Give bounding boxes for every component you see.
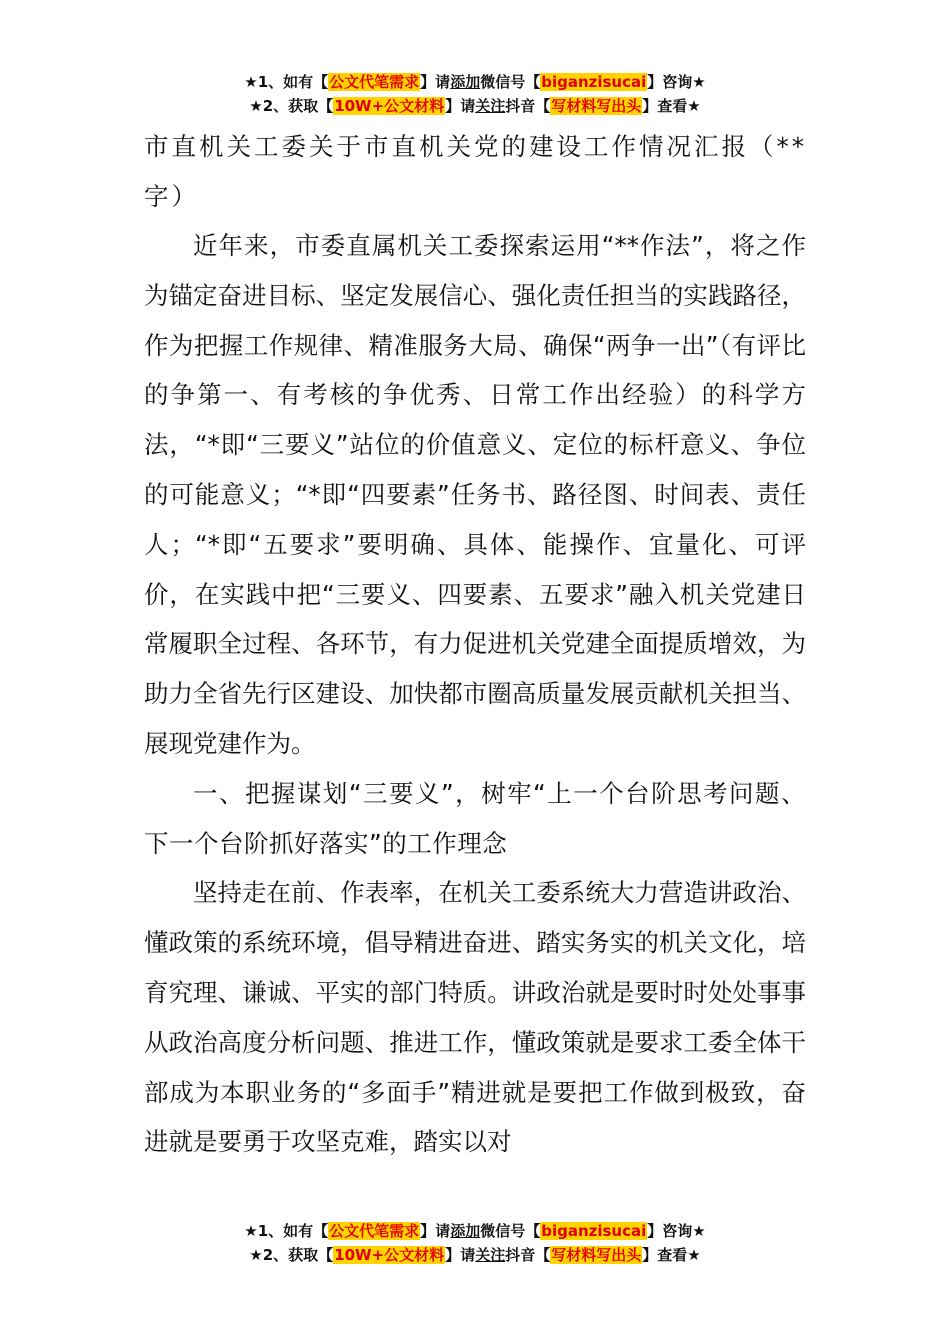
promo-text: 】查看★ xyxy=(642,97,701,115)
promo-text: ★1、如有【 xyxy=(244,73,329,91)
promo-highlight: biganzisucai xyxy=(541,1222,647,1240)
promo-text: 】请 xyxy=(420,73,451,91)
bottom-promo-banner xyxy=(0,1219,950,1267)
promo-highlight: 10W+公文材料 xyxy=(334,1246,445,1264)
promo-text: 】请 xyxy=(445,97,476,115)
promo-text: ★2、获取【 xyxy=(249,1246,334,1264)
promo-highlight: 写材料写出头 xyxy=(551,1246,642,1264)
promo-line-2 xyxy=(0,94,950,118)
promo-underlined: 关注 xyxy=(475,1246,506,1264)
promo-text: 】请 xyxy=(420,1222,451,1240)
paragraph: 近年来，市委直属机关工委探索运用“**作法”，将之作为锚定奋进目标、坚定发展信心、强化责任担当的实践路径，作为把握工作规律、精准服务大局、确保“两争一出”（有评比的争第一、有考核的争优秀、日常工作出经验）的科学方法，“*即“三要义”站位的价值意义、定位的标杆意义、争位的可能意义；“*即“四要素”任务书、路径图、时间表、责任人；“*即“五要求”要明确、具体、能操作、宜量化、可评价，在实践中把“三要义、四要素、五要求”融入机关党建日常履职全过程、各环节，有力促进机关党建全面提质增效，为助力全省先行区建设、加快都市圈高质量发展贡献机关担当、展现党建作为。 xyxy=(144,231,806,758)
promo-highlight: biganzisucai xyxy=(541,73,647,91)
top-promo-banner xyxy=(0,70,950,118)
promo-text: 】咨询★ xyxy=(647,73,706,91)
promo-text: ★1、如有【 xyxy=(244,1222,329,1240)
promo-underlined: 添加 xyxy=(450,73,481,91)
promo-text: 】请 xyxy=(445,1246,476,1264)
promo-line-1 xyxy=(0,1219,950,1243)
promo-text: 抖音【 xyxy=(505,97,551,115)
promo-text: 】咨询★ xyxy=(647,1222,706,1240)
paragraph: 坚持走在前、作表率，在机关工委系统大力营造讲政治、懂政策的系统环境，倡导精进奋进、踏实务实的机关文化，培育究理、谦诚、平实的部门特质。讲政治就是要时时处处事事从政治高度分析问题、推进工作，懂政策就是要求工委全体干部成为本职业务的“多面手”精进就是要把工作做到极致，奋进就是要勇于攻坚克难，踏实以对 xyxy=(144,878,806,1157)
promo-text: 抖音【 xyxy=(505,1246,551,1264)
promo-text: 微信号【 xyxy=(480,73,541,91)
document-title: 市直机关工委关于市直机关党的建设工作情况汇报（**字） xyxy=(144,132,807,211)
promo-highlight: 公文代笔需求 xyxy=(329,73,420,91)
promo-text: 】查看★ xyxy=(642,1246,701,1264)
promo-underlined: 添加 xyxy=(450,1222,481,1240)
promo-highlight: 公文代笔需求 xyxy=(329,1222,420,1240)
promo-line-2 xyxy=(0,1243,950,1267)
section-heading: 一、把握谋划“三要义”，树牢“上一个台阶思考问题、下一个台阶抓好落实”的工作理念 xyxy=(144,778,806,858)
promo-underlined: 关注 xyxy=(475,97,506,115)
promo-highlight: 写材料写出头 xyxy=(551,97,642,115)
promo-text: ★2、获取【 xyxy=(249,97,334,115)
document-body xyxy=(144,221,806,1167)
promo-line-1 xyxy=(0,70,950,94)
promo-highlight: 10W+公文材料 xyxy=(334,97,445,115)
promo-text: 微信号【 xyxy=(480,1222,541,1240)
